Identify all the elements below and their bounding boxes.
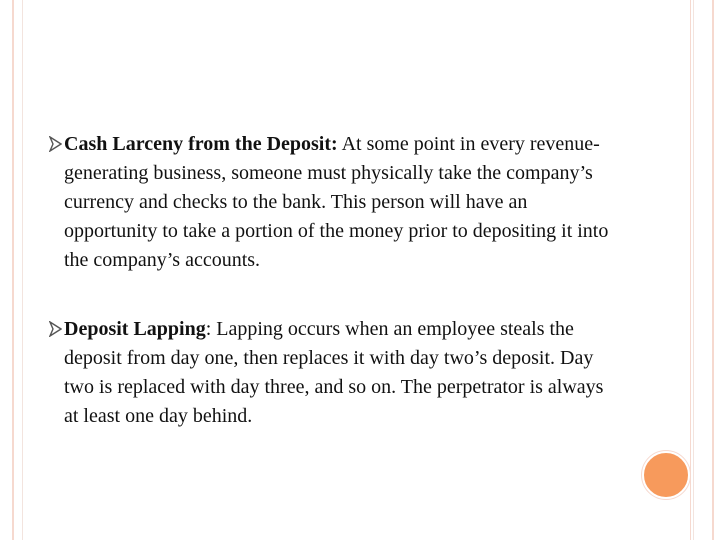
item-text: At some point in every revenue-generating business, someone must physically take the company’s currency and checks to the bank. This person will have an opportunity to take a portion of the money prior to depositing it into the company’s accounts.: [64, 133, 609, 271]
arrowhead-bullet-icon: [49, 136, 62, 152]
bullet-item-deposit-lapping: [52, 315, 632, 431]
slide-content: [52, 130, 632, 471]
decorative-orange-circle: [642, 451, 690, 499]
bullet-item-cash-larceny: [52, 130, 632, 275]
arrowhead-bullet-icon: [49, 321, 62, 337]
item-text: : Lapping occurs when an employee steals the deposit from day one, then replaces it with day two’s deposit. Day two is replaced with day three, and so on. The perpetrator is always at least one day behind.: [64, 318, 604, 427]
item-label: Cash Larceny from the Deposit:: [64, 133, 338, 155]
item-label: Deposit Lapping: [64, 318, 206, 340]
slide-frame-right-line: [690, 0, 691, 540]
